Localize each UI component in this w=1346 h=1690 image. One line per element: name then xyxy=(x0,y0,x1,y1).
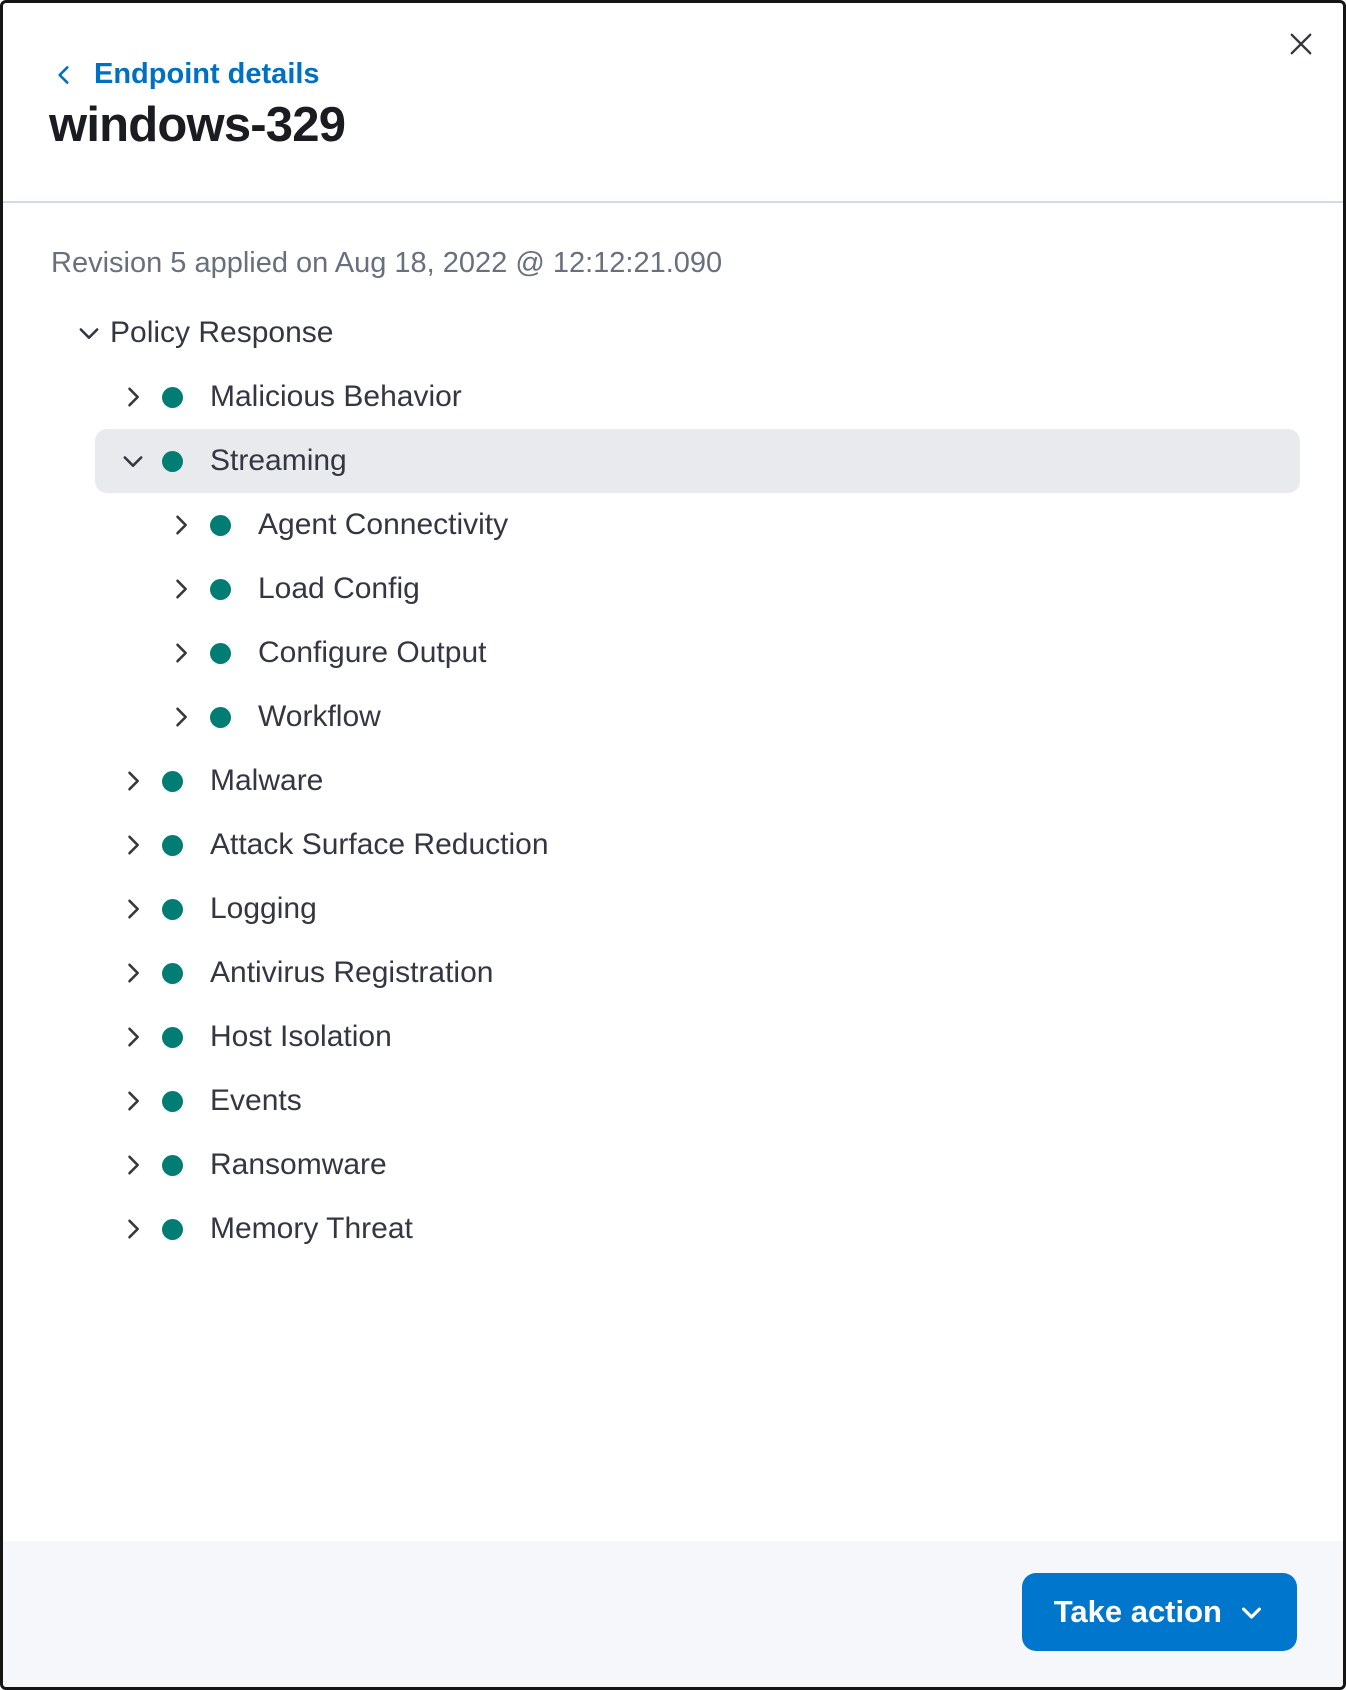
chevron-right-icon[interactable] xyxy=(167,639,195,667)
tree-item-label: Host Isolation xyxy=(210,1020,392,1053)
tree-item-configure-output[interactable] xyxy=(143,621,1300,685)
status-dot-icon xyxy=(210,707,231,728)
chevron-down-icon[interactable] xyxy=(75,319,103,347)
page-title: windows-329 xyxy=(49,98,346,152)
tree-item-label: Policy Response xyxy=(110,316,334,349)
chevron-right-icon[interactable] xyxy=(119,1151,147,1179)
tree-item-malicious-behavior[interactable] xyxy=(95,365,1300,429)
tree-item-events[interactable] xyxy=(95,1069,1300,1133)
tree-item-agent-connectivity[interactable] xyxy=(143,493,1300,557)
tree-item-label: Logging xyxy=(210,892,317,925)
chevron-left-icon xyxy=(51,62,77,88)
status-dot-icon xyxy=(162,963,183,984)
chevron-down-icon[interactable] xyxy=(119,447,147,475)
header-divider xyxy=(3,201,1343,203)
flyout-footer xyxy=(3,1541,1343,1687)
chevron-right-icon[interactable] xyxy=(119,383,147,411)
status-dot-icon xyxy=(162,899,183,920)
tree-item-load-config[interactable] xyxy=(143,557,1300,621)
take-action-label: Take action xyxy=(1053,1594,1222,1629)
chevron-right-icon[interactable] xyxy=(119,767,147,795)
chevron-right-icon[interactable] xyxy=(119,831,147,859)
status-dot-icon xyxy=(162,1219,183,1240)
tree-item-label: Ransomware xyxy=(210,1148,387,1181)
tree-item-label: Malicious Behavior xyxy=(210,380,462,413)
status-dot-icon xyxy=(162,1027,183,1048)
tree-item-label: Events xyxy=(210,1084,302,1117)
chevron-down-icon xyxy=(1238,1599,1265,1626)
tree-item-host-isolation[interactable] xyxy=(95,1005,1300,1069)
status-dot-icon xyxy=(210,643,231,664)
back-link-label: Endpoint details xyxy=(94,58,320,90)
tree-item-ransomware[interactable] xyxy=(95,1133,1300,1197)
chevron-right-icon[interactable] xyxy=(119,1087,147,1115)
policy-response-tree xyxy=(51,301,1300,1261)
tree-item-malware[interactable] xyxy=(95,749,1300,813)
tree-item-workflow[interactable] xyxy=(143,685,1300,749)
status-dot-icon xyxy=(210,579,231,600)
take-action-button[interactable] xyxy=(1022,1573,1297,1651)
revision-text: Revision 5 applied on Aug 18, 2022 @ 12:12:21.090 xyxy=(51,247,723,279)
tree-item-label: Memory Threat xyxy=(210,1212,413,1245)
chevron-right-icon[interactable] xyxy=(167,511,195,539)
status-dot-icon xyxy=(162,771,183,792)
tree-item-logging[interactable] xyxy=(95,877,1300,941)
tree-item-label: Configure Output xyxy=(258,636,487,669)
tree-item-label: Load Config xyxy=(258,572,420,605)
chevron-right-icon[interactable] xyxy=(119,959,147,987)
status-dot-icon xyxy=(162,451,183,472)
tree-item-policy-response[interactable] xyxy=(51,301,1300,365)
tree-item-label: Antivirus Registration xyxy=(210,956,494,989)
status-dot-icon xyxy=(162,835,183,856)
tree-item-label: Streaming xyxy=(210,444,347,477)
chevron-right-icon[interactable] xyxy=(119,895,147,923)
status-dot-icon xyxy=(210,515,231,536)
tree-item-streaming[interactable] xyxy=(95,429,1300,493)
status-dot-icon xyxy=(162,387,183,408)
chevron-right-icon[interactable] xyxy=(119,1023,147,1051)
tree-item-label: Agent Connectivity xyxy=(258,508,509,541)
tree-item-label: Workflow xyxy=(258,700,381,733)
status-dot-icon xyxy=(162,1091,183,1112)
status-dot-icon xyxy=(162,1155,183,1176)
tree-item-label: Malware xyxy=(210,764,324,797)
chevron-right-icon[interactable] xyxy=(167,703,195,731)
back-link[interactable] xyxy=(51,58,320,91)
chevron-right-icon[interactable] xyxy=(167,575,195,603)
tree-item-memory-threat[interactable] xyxy=(95,1197,1300,1261)
tree-item-antivirus-registration[interactable] xyxy=(95,941,1300,1005)
tree-item-attack-surface-reduction[interactable] xyxy=(95,813,1300,877)
chevron-right-icon[interactable] xyxy=(119,1215,147,1243)
tree-item-label: Attack Surface Reduction xyxy=(210,828,549,861)
close-icon[interactable] xyxy=(1282,25,1320,63)
